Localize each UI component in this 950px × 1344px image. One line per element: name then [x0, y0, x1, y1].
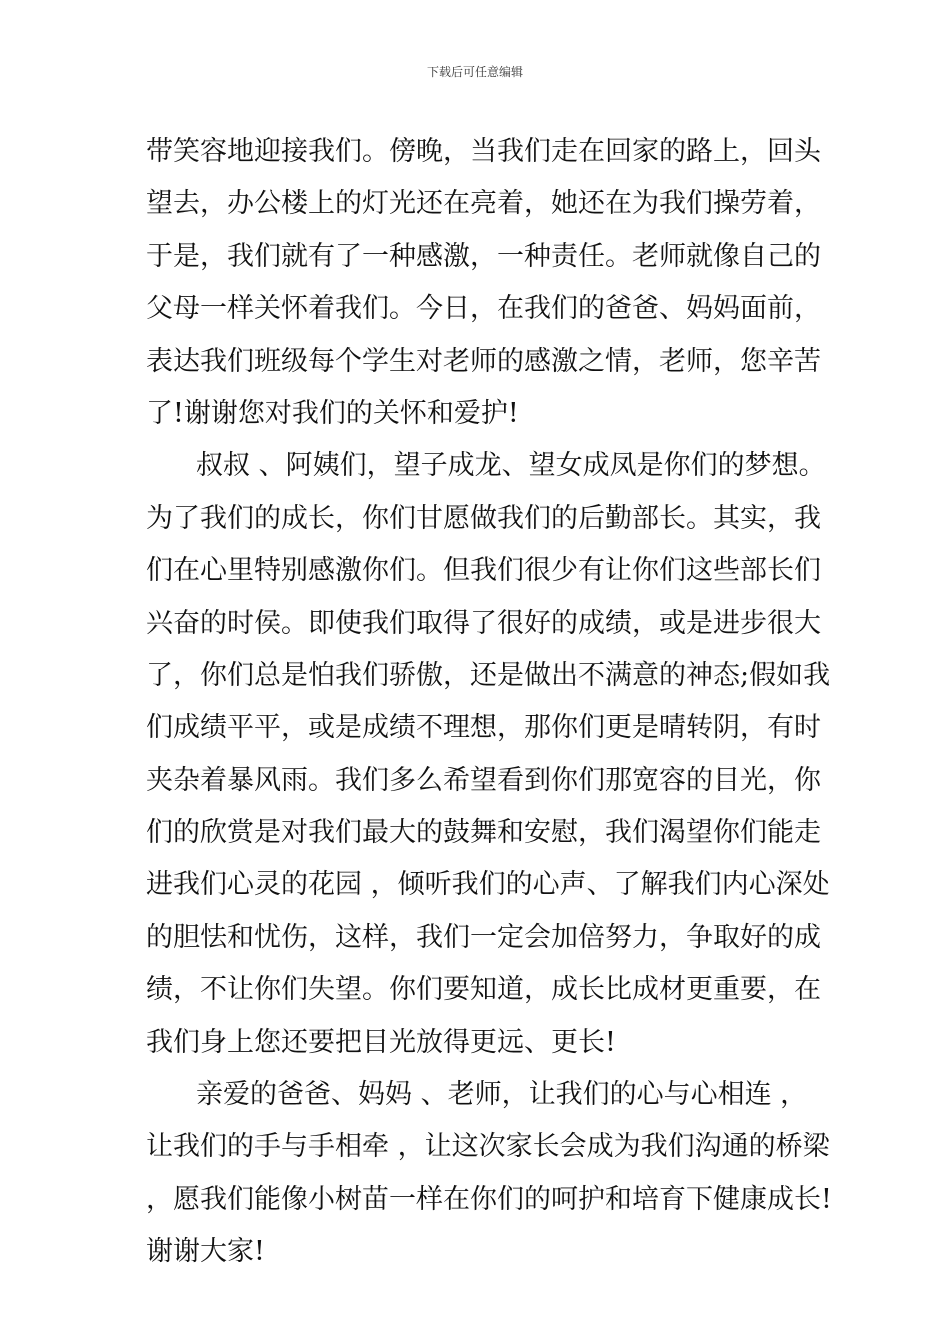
text-line: 亲爱的爸爸、妈妈 、老师，让我们的心与心相连 ， [196, 1079, 808, 1111]
text-line: 让我们的手与手相牵 ，让这次家长会成为我们沟通的桥梁 [146, 1131, 830, 1163]
document-body [146, 126, 832, 1279]
text-line: 叔叔 、阿姨们，望子成龙、望女成凤是你们的梦想。 [196, 450, 826, 482]
text-line: 们的欣赏是对我们最大的鼓舞和安慰，我们渴望你们能走 [146, 817, 821, 849]
text-line: 我们身上您还要把目光放得更远、更长! [146, 1026, 616, 1058]
text-line: 的胆怯和忧伤，这样，我们一定会加倍努力，争取好的成 [146, 921, 821, 953]
paragraph-1 [146, 126, 826, 440]
text-line: ，愿我们能像小树苗一样在你们的呵护和培育下健康成长! [146, 1183, 832, 1215]
text-line: 兴奋的时侯。即使我们取得了很好的成绩，或是进步很大 [146, 607, 821, 639]
text-line: 谢谢大家! [146, 1236, 265, 1268]
text-line: 于是，我们就有了一种感激，一种责任。老师就像自己的 [146, 240, 821, 272]
paragraph-3 [146, 1069, 832, 1279]
text-line: 绩，不让你们失望。你们要知道，成长比成材更重要，在 [146, 974, 821, 1006]
text-line: 们在心里特别感激你们。但我们很少有让你们这些部长们 [146, 555, 821, 587]
text-line: 了!谢谢您对我们的关怀和爱护! [146, 397, 519, 429]
page-header: 下载后可任意编辑 [426, 65, 523, 79]
text-line: 父母一样关怀着我们。今日，在我们的爸爸、妈妈面前， [146, 293, 821, 325]
text-line: 们成绩平平，或是成绩不理想，那你们更是晴转阴，有时 [146, 712, 821, 744]
paragraph-2 [146, 440, 831, 1069]
text-line: 夹杂着暴风雨。我们多么希望看到你们那宽容的目光，你 [146, 764, 821, 796]
text-line: 为了我们的成长，你们甘愿做我们的后勤部长。其实，我 [146, 502, 821, 534]
text-line: 进我们心灵的花园 ，倾听我们的心声、了解我们内心深处 [146, 869, 830, 901]
text-line: 带笑容地迎接我们。傍晚，当我们走在回家的路上，回头 [146, 136, 821, 167]
text-line: 表达我们班级每个学生对老师的感激之情，老师，您辛苦 [146, 345, 821, 377]
text-line: 望去，办公楼上的灯光还在亮着，她还在为我们操劳着， [146, 188, 821, 220]
text-line: 了，你们总是怕我们骄傲，还是做出不满意的神态;假如我 [146, 659, 831, 691]
